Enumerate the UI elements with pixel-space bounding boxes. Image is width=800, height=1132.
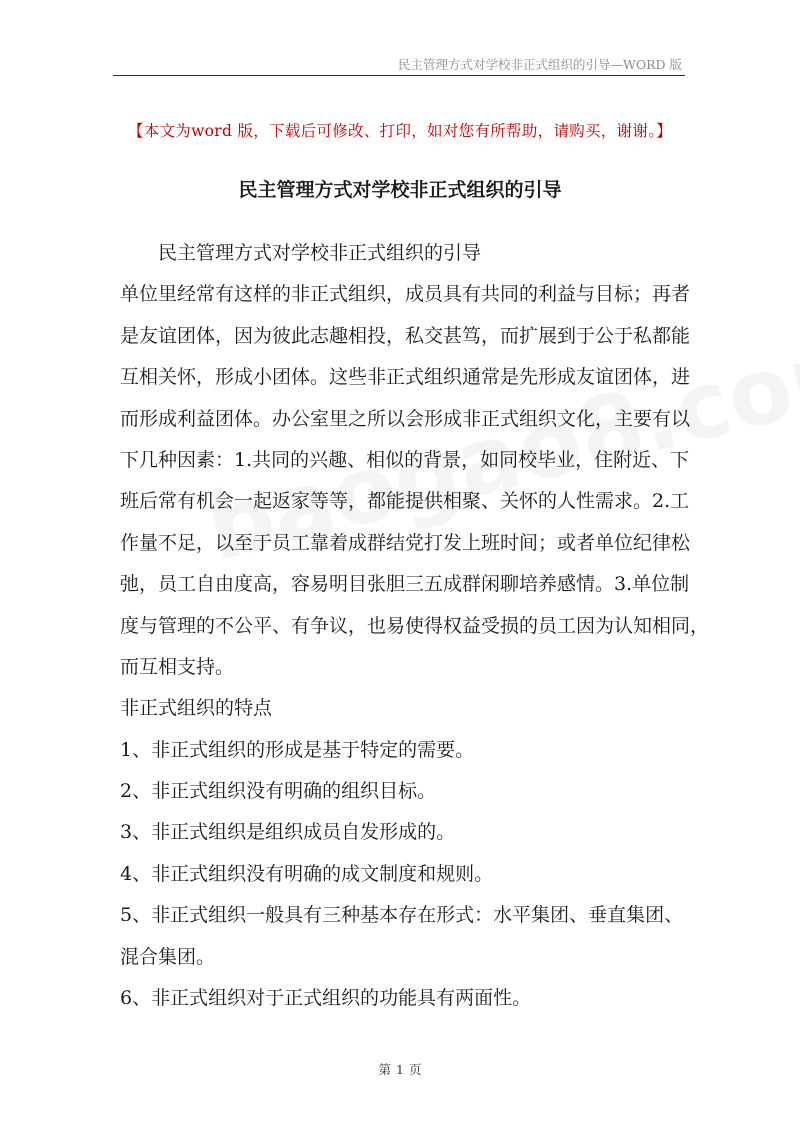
- download-notice: 【本文为word 版，下载后可修改、打印，如对您有所帮助，请购买，谢谢。】: [127, 122, 673, 140]
- document-body: [120, 233, 710, 1019]
- list-item: 3、非正式组织是组织成员自发形成的。: [120, 821, 456, 844]
- body-line: 班后常有机会一起返家等等，都能提供相聚、关怀的人性需求。2.工: [120, 490, 690, 513]
- header-divider: [113, 75, 685, 76]
- body-line: 单位里经常有这样的非正式组织，成员具有共同的利益与目标；再者: [120, 283, 691, 306]
- list-item: 4、非正式组织没有明确的成文制度和规则。: [120, 862, 494, 885]
- body-subtitle: 民主管理方式对学校非正式组织的引导: [158, 242, 482, 264]
- body-line: 是友谊团体，因为彼此志趣相投，私交甚笃，而扩展到于公于私都能: [120, 324, 691, 347]
- section-heading: 非正式组织的特点: [120, 697, 273, 720]
- page-number: 1: [396, 1062, 404, 1077]
- body-line: 作量不足，以至于员工靠着成群结党打发上班时间；或者单位纪律松: [120, 531, 691, 554]
- body-line: 而形成利益团体。办公室里之所以会形成非正式组织文化，主要有以: [120, 407, 691, 430]
- body-line: 度与管理的不公平、有争议，也易使得权益受损的员工因为认知相同，: [120, 614, 710, 637]
- page-footer: [0, 1060, 800, 1078]
- list-item-continuation: 混合集团。: [120, 945, 216, 968]
- body-line: 下几种因素：1.共同的兴趣、相似的背景，如同校毕业，住附近、下: [120, 448, 690, 471]
- body-line: 而互相支持。: [120, 655, 235, 678]
- list-item: 1、非正式组织的形成是基于特定的需要。: [120, 738, 475, 761]
- body-line: 弛，员工自由度高，容易明目张胆三五成群闲聊培养感情。3.单位制: [120, 573, 690, 596]
- list-item: 5、非正式组织一般具有三种基本存在形式：水平集团、垂直集团、: [120, 904, 684, 927]
- body-line: 互相关怀，形成小团体。这些非正式组织通常是先形成友谊团体，进: [120, 366, 691, 389]
- list-item: 6、非正式组织对于正式组织的功能具有两面性。: [120, 987, 532, 1010]
- page-label-suffix: 页: [408, 1062, 422, 1077]
- page-label-prefix: 第: [378, 1062, 392, 1077]
- document-title: 民主管理方式对学校非正式组织的引导: [238, 179, 562, 201]
- running-header: 民主管理方式对学校非正式组织的引导—WORD 版: [397, 57, 682, 72]
- list-item: 2、非正式组织没有明确的组织目标。: [120, 780, 437, 803]
